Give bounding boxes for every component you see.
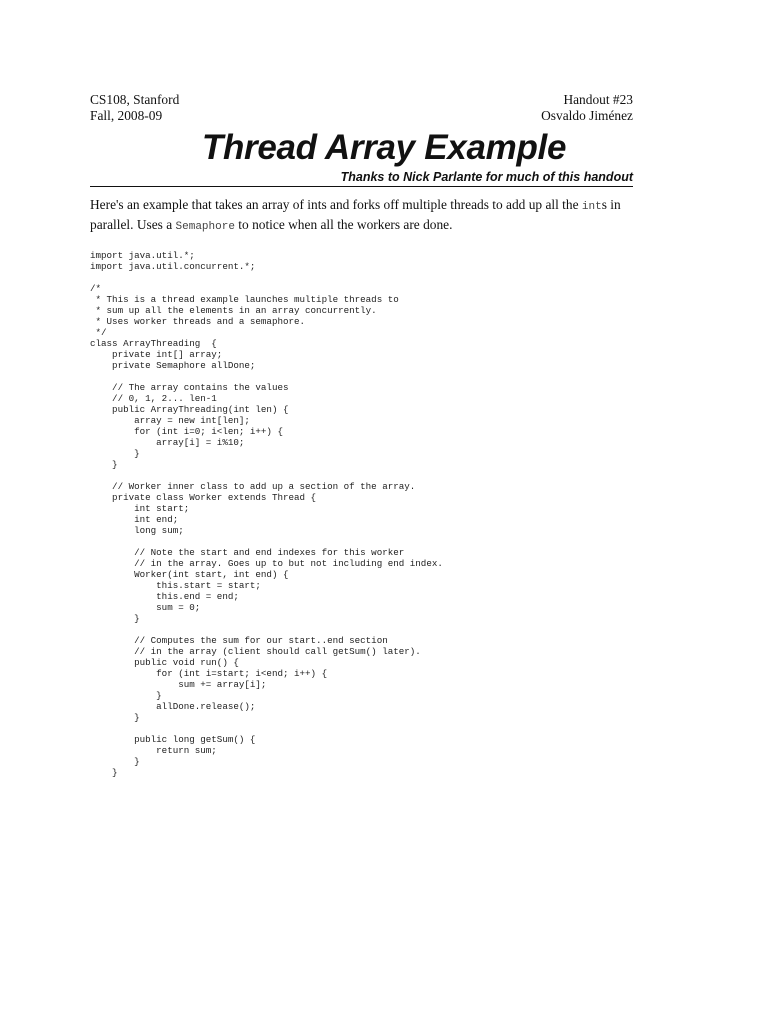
code-line: // in the array. Goes up to but not including end index.	[90, 558, 443, 569]
code-line: public long getSum() {	[90, 734, 256, 745]
code-line: for (int i=start; i<end; i++) {	[90, 668, 328, 679]
code-line: public ArrayThreading(int len) {	[90, 404, 289, 415]
code-line: // The array contains the values	[90, 382, 289, 393]
code-line	[90, 723, 650, 734]
page-subtitle: Thanks to Nick Parlante for much of this handout	[340, 170, 633, 184]
code-line: private int[] array;	[90, 349, 223, 360]
code-line: // Note the start and end indexes for this worker	[90, 547, 405, 558]
code-line: }	[90, 756, 140, 767]
handout-number: Handout #23	[563, 92, 633, 107]
code-line: * sum up all the elements in an array concurrently.	[90, 305, 377, 316]
code-line	[90, 536, 650, 547]
code-line: int start;	[90, 503, 190, 514]
code-line: int end;	[90, 514, 179, 525]
intro-code-semaphore: Semaphore	[175, 221, 235, 233]
code-line: allDone.release();	[90, 701, 256, 712]
code-line: array[i] = i%10;	[90, 437, 245, 448]
intro-text-3: to notice when all the workers are done.	[234, 217, 453, 232]
code-line: * Uses worker threads and a semaphore.	[90, 316, 306, 327]
code-line: // 0, 1, 2... len-1	[90, 393, 217, 404]
code-line: }	[90, 690, 162, 701]
intro-paragraph	[90, 196, 638, 236]
title-divider	[90, 186, 633, 187]
code-line: // in the array (client should call getSum() later).	[90, 646, 421, 657]
code-line: public void run() {	[90, 657, 239, 668]
code-line: this.end = end;	[90, 591, 239, 602]
code-line: // Worker inner class to add up a section of the array.	[90, 481, 416, 492]
page-title: Thread Array Example	[201, 128, 567, 167]
intro-text-1: Here's an example that takes an array of ints and forks off multiple threads to add up all the	[90, 197, 582, 212]
header-left	[90, 92, 179, 123]
term-label: Fall, 2008-09	[90, 107, 163, 123]
code-line: // Computes the sum for our start..end section	[90, 635, 388, 646]
code-line: private class Worker extends Thread {	[90, 492, 317, 503]
code-line: Worker(int start, int end) {	[90, 569, 289, 580]
code-line: */	[90, 327, 107, 338]
code-line: return sum;	[90, 745, 217, 756]
author-name: Osvaldo Jiménez	[541, 107, 633, 123]
code-line: class ArrayThreading {	[90, 338, 217, 349]
header-right	[541, 92, 633, 123]
code-line: }	[90, 448, 140, 459]
code-line: }	[90, 767, 118, 778]
code-line	[90, 470, 650, 481]
code-line: import java.util.concurrent.*;	[90, 261, 256, 272]
code-line	[90, 272, 650, 283]
intro-text-2: s in parallel. Uses a	[90, 197, 621, 232]
code-line: sum = 0;	[90, 602, 201, 613]
code-line: long sum;	[90, 525, 184, 536]
code-line: sum += array[i];	[90, 679, 267, 690]
code-line: }	[90, 613, 140, 624]
code-line: * This is a thread example launches multiple threads to	[90, 294, 399, 305]
code-line: import java.util.*;	[90, 250, 195, 261]
intro-code-int: int	[581, 201, 602, 213]
code-line: array = new int[len];	[90, 415, 250, 426]
code-line: }	[90, 712, 140, 723]
code-line: /*	[90, 283, 102, 294]
code-line: this.start = start;	[90, 580, 261, 591]
code-line: for (int i=0; i<len; i++) {	[90, 426, 283, 437]
code-listing	[90, 250, 650, 778]
code-line	[90, 624, 650, 635]
course-label: CS108, Stanford	[90, 92, 180, 107]
code-line: }	[90, 459, 118, 470]
code-line	[90, 371, 650, 382]
code-line: private Semaphore allDone;	[90, 360, 256, 371]
